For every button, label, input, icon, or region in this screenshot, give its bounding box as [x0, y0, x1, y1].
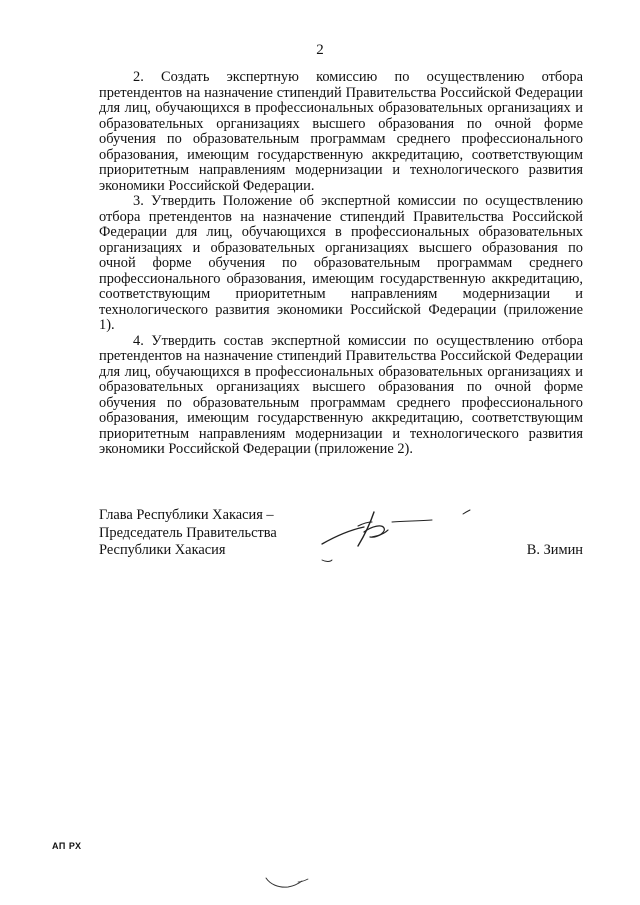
paragraph-item-3: 3. Утвердить Положение об экспертной комиссии по осуществлению отбора претендентов на назначение стипендий Правительства Российской Федерации для лиц, обучающихся в профессиональных образовательных организациях и образовательных организациях высшего образования по очной форме обучения по образовательным программам среднего профессионального образования, имеющим государственную аккредитацию, соответствующим приоритетным направлениям модернизации и технологического развития экономики Российской Федерации (приложение 1). — [99, 193, 583, 333]
document-body — [99, 70, 583, 458]
signatory-title-line: Глава Республики Хакасия – — [99, 507, 274, 523]
paragraph-item-4: 4. Утвердить состав экспертной комиссии по осуществлению отбора претендентов на назначение стипендий Правительства Российской Федерации для лиц, обучающихся в профессиональных образовательных организациях и образовательных организациях высшего образования по очной форме обучения по образовательным программам среднего профессионального образования, имеющим государственную аккредитацию, соответствующим приоритетным направлениям модернизации и технологического развития экономики Российской Федерации (приложение 2). — [99, 332, 583, 457]
page-number: 2 — [316, 42, 324, 58]
signatory-title-line: Республики Хакасия — [99, 542, 226, 558]
scribble-mark-icon — [262, 870, 312, 894]
signatory-title — [99, 507, 339, 560]
paragraph-item-2: 2. Создать экспертную комиссию по осуществлению отбора претендентов на назначение стипендий Правительства Российской Федерации для лиц, обучающихся в профессиональных образовательных организациях и образовательных организациях высшего образования по очной форме обучения по образовательным программам среднего профессионального образования, имеющим государственную аккредитацию, соответствующим приоритетным направлениям модернизации и технологического развития экономики Российской Федерации. — [99, 69, 583, 194]
signatory-title-line: Председатель Правительства — [99, 524, 277, 541]
signatory-name: В. Зимин — [526, 542, 583, 558]
footer-mark: АП РХ — [52, 841, 82, 851]
handwritten-signature — [318, 500, 488, 580]
